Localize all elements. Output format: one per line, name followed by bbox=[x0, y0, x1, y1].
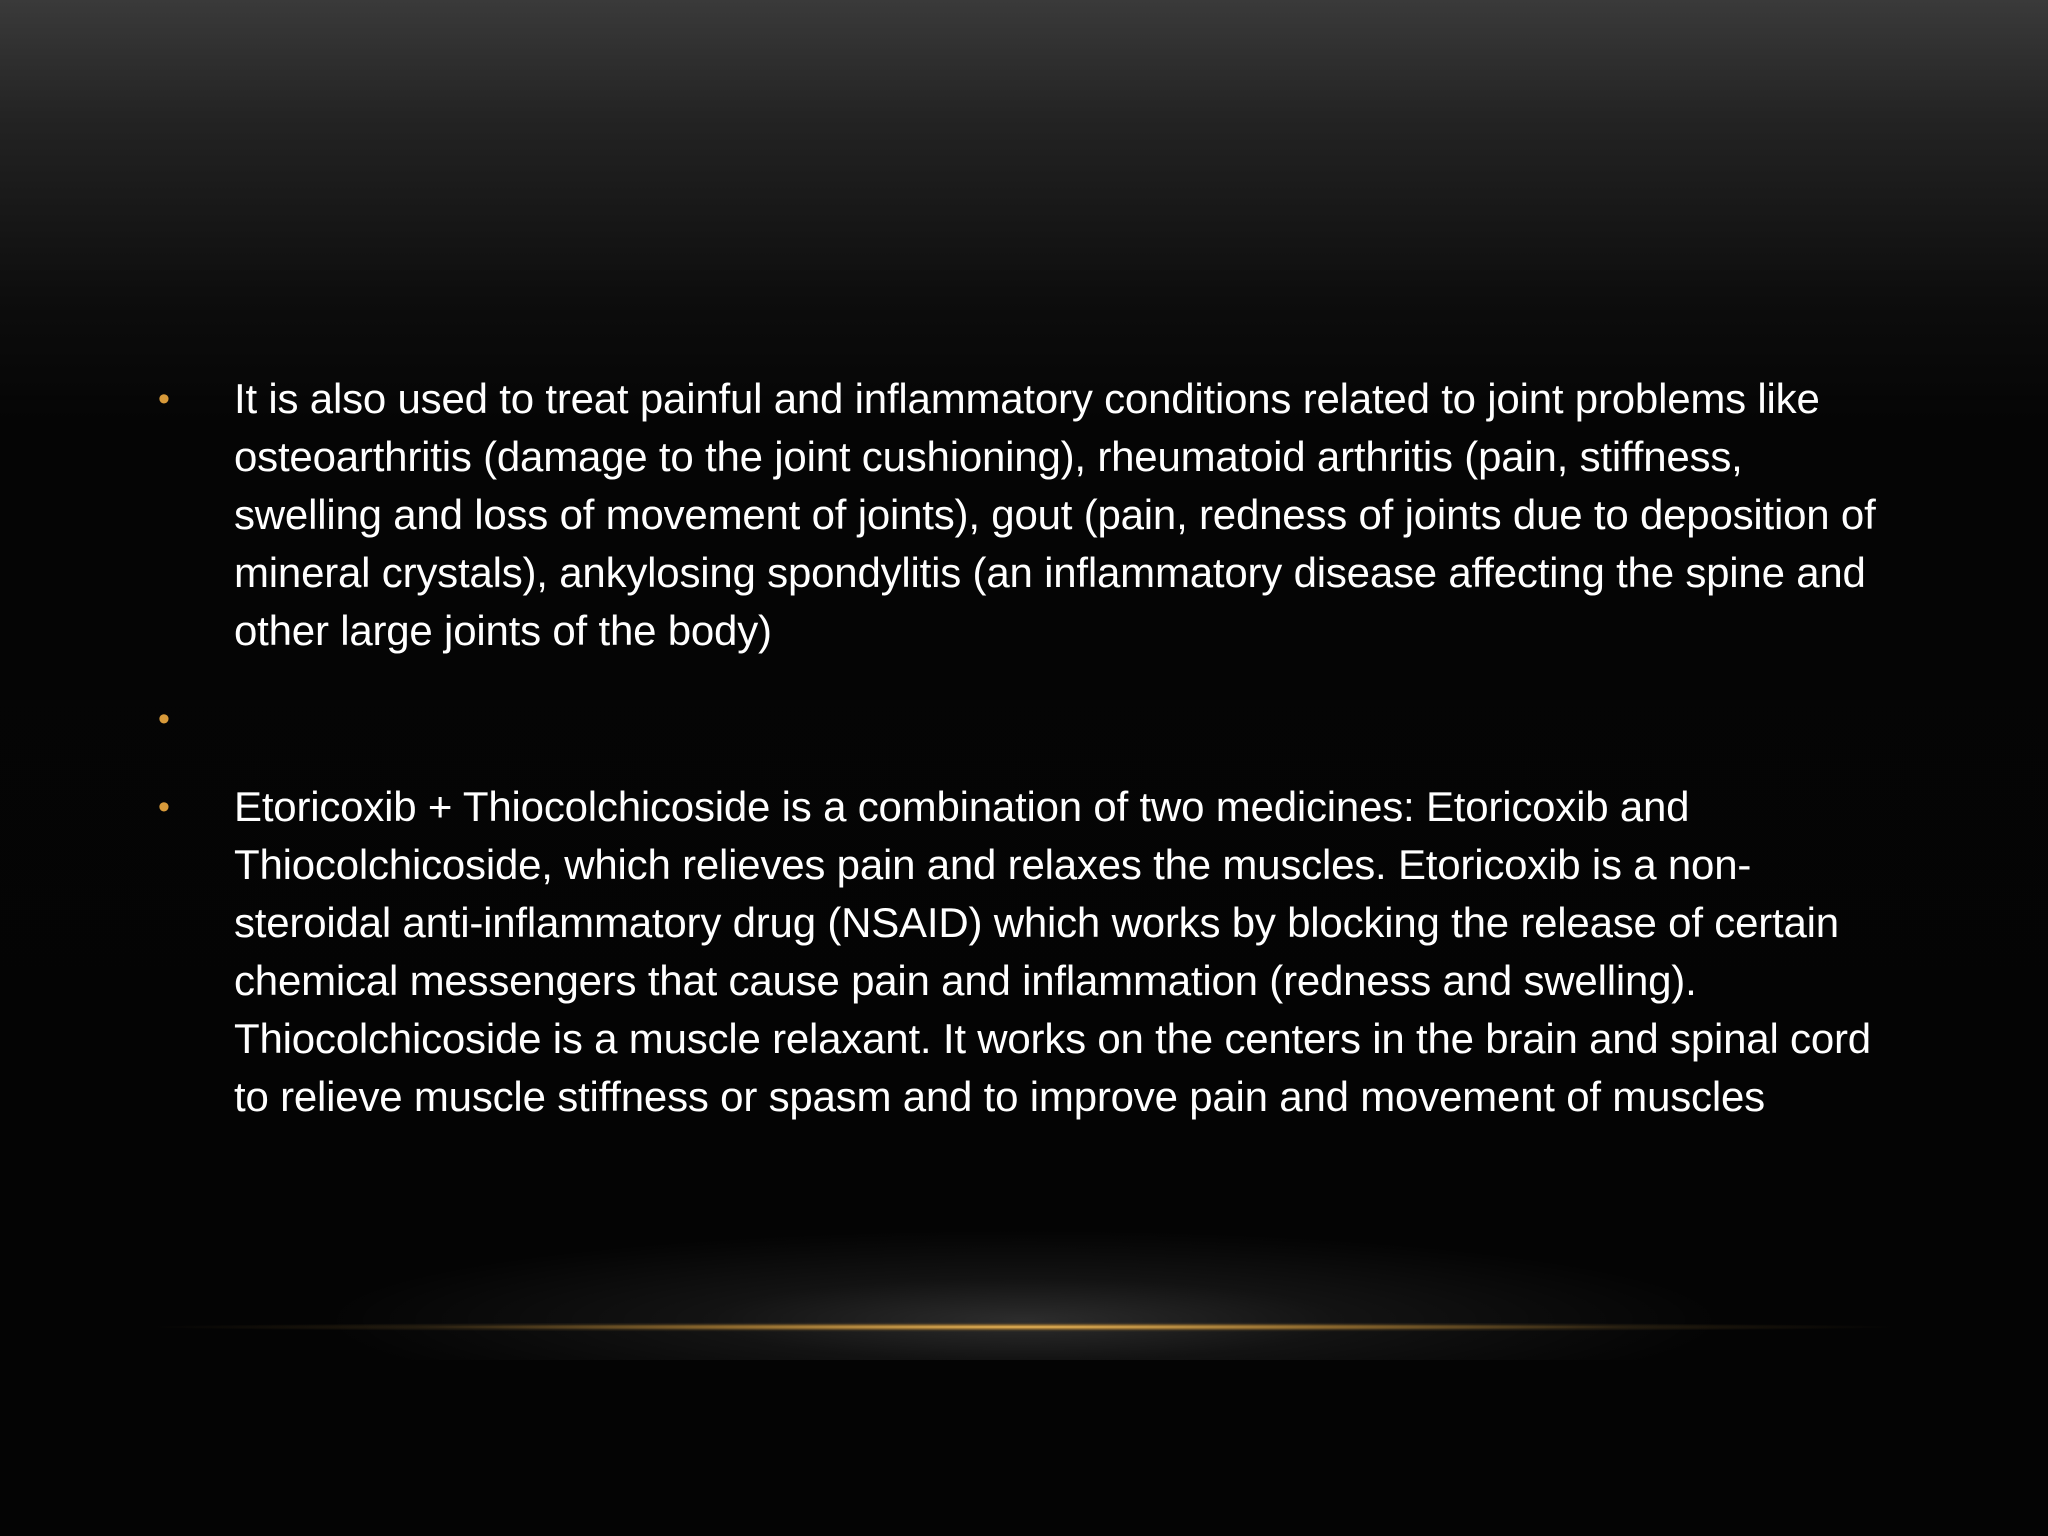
bullet-item bbox=[150, 690, 1890, 748]
bullet-dot-icon: • bbox=[158, 788, 170, 826]
bullet-item bbox=[150, 370, 1890, 660]
bullet-item bbox=[150, 778, 1890, 1126]
bullet-dot-icon: • bbox=[158, 700, 170, 738]
bullet-dot-icon: • bbox=[158, 380, 170, 418]
bullet-list bbox=[150, 370, 1890, 1156]
bullet-text: It is also used to treat painful and inflammatory conditions related to joint problems like osteoarthritis (damage to the joint cushioning), rheumatoid arthritis (pain, stiffness, swelling and loss of movement of joints), gout (pain, redness of joints due to deposition of mineral crystals), ankylosing spondylitis (an inflammatory disease affecting the spine and other large joints of the body) bbox=[234, 375, 1876, 654]
gold-accent-line bbox=[150, 1322, 1898, 1332]
bullet-text: Etoricoxib + Thiocolchicoside is a combination of two medicines: Etoricoxib and Thiocolchicoside, which relieves pain and relaxes the muscles. Etoricoxib is a non-steroidal anti-inflammatory drug (NSAID) which works by blocking the release of certain chemical messengers that cause pain and inflammation (redness and swelling). Thiocolchicoside is a muscle relaxant. It works on the centers in the brain and spinal cord to relieve muscle stiffness or spasm and to improve pain and movement of muscles bbox=[234, 783, 1871, 1120]
